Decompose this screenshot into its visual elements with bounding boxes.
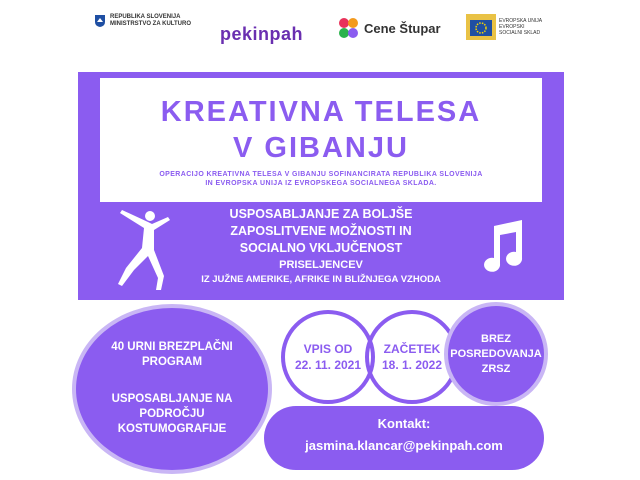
program-hours: 40 URNI BREZPLAČNI [111, 341, 233, 353]
ministry-line1: REPUBLIKA SLOVENIJA [110, 14, 181, 20]
no-mediation-line3: ZRSZ [481, 362, 511, 375]
funding-note-line1: OPERACIJO KREATIVNA TELESA V GIBANJU SOFINANCIRATA REPUBLIKA SLOVENIJA [159, 171, 483, 178]
logo-bar [78, 0, 564, 62]
ministry-logo [94, 14, 191, 28]
headline-line1: USPOSABLJANJE ZA BOLJŠE [229, 207, 413, 221]
headline-line3: SOCIALNO VKLJUČENOST [239, 241, 403, 255]
enrollment-date: 22. 11. 2021 [294, 358, 362, 372]
contact-label: Kontakt: [377, 416, 431, 431]
eu-line3: SOCIALNI SKLAD [499, 30, 541, 36]
title-line2: V GIBANJU [233, 132, 409, 164]
title-box [100, 78, 542, 202]
funding-note [120, 170, 522, 188]
target-group: PRISELJENCEV [279, 259, 363, 271]
target-regions: IZ JUŽNE AMERIKE, AFRIKE IN BLIŽNJEGA VZHODA [201, 274, 441, 285]
program-word: PROGRAM [141, 356, 203, 368]
slovenia-crest-icon [94, 14, 106, 28]
program-description [78, 200, 564, 300]
training-line1: USPOSABLJANJE NA [111, 393, 233, 405]
ministry-line2: MINISTRSTVO ZA KULTURO [110, 21, 191, 27]
start-label: ZAČETEK [383, 342, 441, 356]
enrollment-label: VPIS OD [303, 342, 353, 356]
eu-flag-icon [466, 14, 496, 40]
title-line1: KREATIVNA TELESA [160, 96, 482, 128]
pekinpah-logo: pekinpah [220, 24, 304, 44]
no-mediation-line2: POSREDOVANJA [450, 347, 542, 360]
headline-line2: ZAPOSLITVENE MOŽNOSTI IN [230, 224, 412, 238]
eu-line2: EVROPSKI [499, 24, 525, 30]
info-section [78, 300, 564, 480]
cene-stupar-name: Cene Štupar [364, 20, 441, 36]
music-note-icon [478, 218, 526, 274]
contact-pill [264, 406, 544, 470]
eu-logo [466, 14, 542, 40]
no-mediation-circle [444, 302, 548, 406]
cene-stupar-icon [336, 16, 360, 40]
enrollment-circle [281, 310, 375, 404]
program-circle [72, 304, 272, 474]
poster [78, 0, 564, 480]
dancer-icon [114, 206, 174, 292]
cene-stupar-logo [336, 16, 441, 40]
training-line2: PODROČJU [139, 408, 205, 420]
start-date: 18. 1. 2022 [381, 358, 443, 372]
training-line3: KOSTUMOGRAFIJE [117, 423, 227, 435]
contact-email[interactable]: jasmina.klancar@pekinpah.com [305, 438, 503, 453]
funding-note-line2: IN EVROPSKA UNIJA IZ EVROPSKEGA SOCIALNEGA SKLADA. [205, 180, 437, 187]
no-mediation-line1: BREZ [481, 332, 511, 345]
program-headline [188, 206, 454, 257]
eu-line1: EVROPSKA UNIJA [499, 18, 543, 24]
